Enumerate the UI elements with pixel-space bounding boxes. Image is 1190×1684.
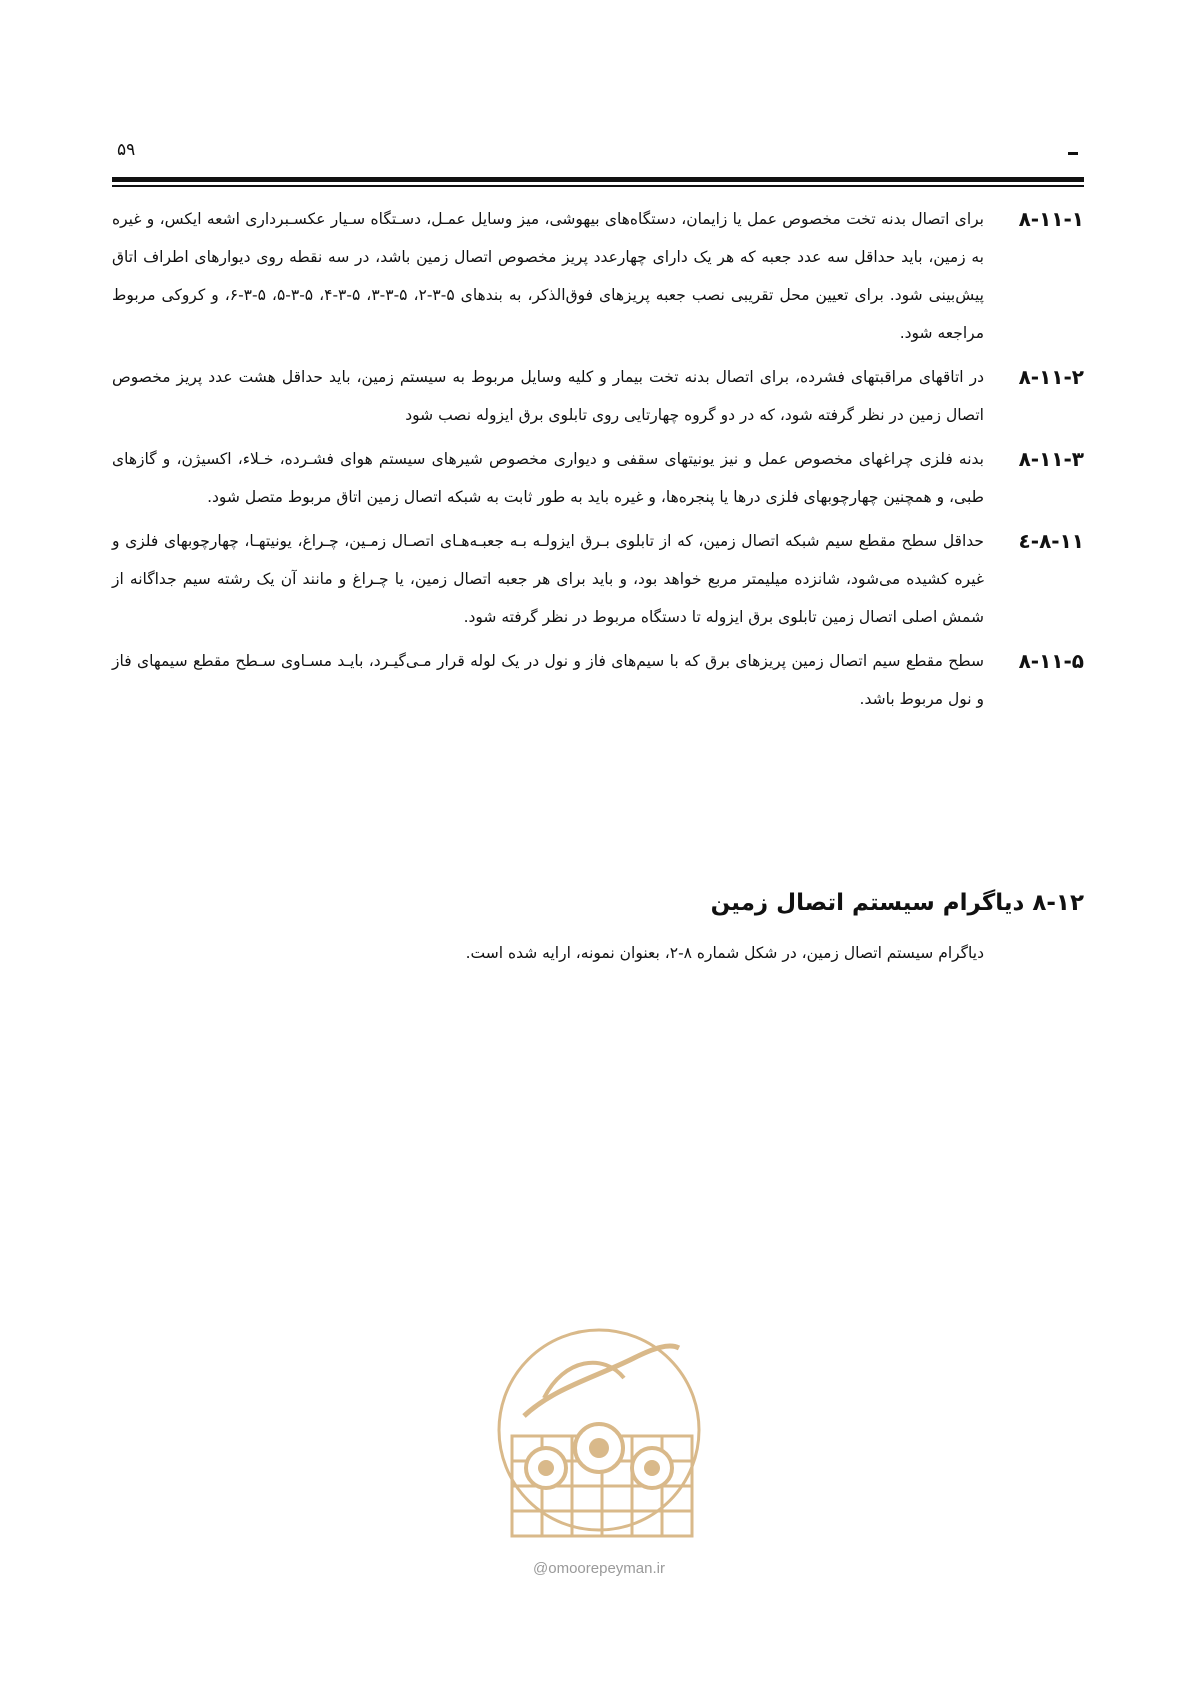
header-rule-thick — [112, 177, 1084, 182]
clause-text: برای اتصال بدنه تخت مخصوص عمل یا زایمان، دستگاه‌های بیهوشی، میز وسایل عمـل، دسـتگاه سـیار عکسـبرداری اشعه ایکس، و غیره به زمین، باید حداقل سه عدد جعبه که هر یک دارای چهارعدد پریز مخصوص اتصال زمین باشد، در سه نقطه روی دیوارهای اطراف اتاق پیش‌بینی شود. برای تعیین محل تقریبی نصب جعبه پریزهای فوق‌الذکر، به بندهای ۵-۳-۲، ۵-۳-۳، ۵-۳-۴، ۵-۳-۵، ۵-۳-۶، و کروکی مربوط مراجعه شود. — [112, 210, 984, 342]
clause-number: ۸-۱۱-۵ — [1018, 649, 1084, 673]
clause-8-11-5 — [112, 642, 1084, 718]
page-number: ۵۹ — [117, 140, 136, 160]
header-dash — [1068, 152, 1078, 155]
logo-caption: @omoorepeyman.ir — [533, 1560, 665, 1577]
clause-text: سطح مقطع سیم اتصال زمین پریزهای برق که با سیم‌های فاز و نول در یک لوله قرار مـی‌گیـرد، بایـد مسـاوی سـطح مقطع سیمهای فاز و نول مربوط باشد. — [112, 652, 984, 708]
section-heading: ۸-۱۲ دیاگرام سیستم اتصال زمین — [710, 890, 1084, 916]
omoorepeyman-logo-icon — [484, 1318, 714, 1554]
section-intro: دیاگرام سیستم اتصال زمین، در شکل شماره ۸-۲، بعنوان نمونه، ارایه شده است. — [465, 944, 984, 962]
clause-number: ۸-۱۱-٤ — [1018, 529, 1084, 553]
watermark-logo — [484, 1318, 714, 1588]
clauses-section — [112, 200, 1084, 724]
clause-text: حداقل سطح مقطع سیم شبکه اتصال زمین، که از تابلوی بـرق ایزولـه بـه جعبـه‌هـای اتصـال زمـین، چـراغ، یونیتهـا، چهارچوبهای فلزی و غیره کشیده می‌شود، شانزده میلیمتر مربع خواهد بود، و باید برای هر جعبه اتصال زمین، یا چـراغ و مانند آن یک رشته سیم جداگانه از شمش اصلی اتصال زمین تابلوی برق ایزوله تا دستگاه مربوط در نظر گرفته شود. — [112, 532, 984, 626]
clause-8-11-3 — [112, 440, 1084, 516]
clause-8-11-4 — [112, 522, 1084, 636]
clause-8-11-2 — [112, 358, 1084, 434]
clause-8-11-1 — [112, 200, 1084, 352]
header-rule-thin — [112, 185, 1084, 187]
clause-number: ۸-۱۱-۲ — [1018, 365, 1084, 389]
clause-text: در اتاقهای مراقبتهای فشرده، برای اتصال بدنه تخت بیمار و کلیه وسایل مربوط به سیستم زمین، باید حداقل هشت عدد پریز مخصوص اتصال زمین در نظر گرفته شود، که در دو گروه چهارتایی روی تابلوی برق ایزوله نصب شود — [112, 368, 984, 424]
clause-number: ۸-۱۱-۳ — [1018, 447, 1084, 471]
clause-number: ۸-۱۱-۱ — [1018, 207, 1084, 231]
clause-text: بدنه فلزی چراغهای مخصوص عمل و نیز یونیتهای سقفی و دیواری مخصوص شیرهای سیستم هوای فشـرده، خـلاء، اکسیژن، و گازهای طبی، و همچنین چهارچوبهای فلزی درها یا پنجره‌ها، و غیره باید به طور ثابت به شبکه اتصال زمین اتاق مربوط متصل شود. — [112, 450, 984, 506]
